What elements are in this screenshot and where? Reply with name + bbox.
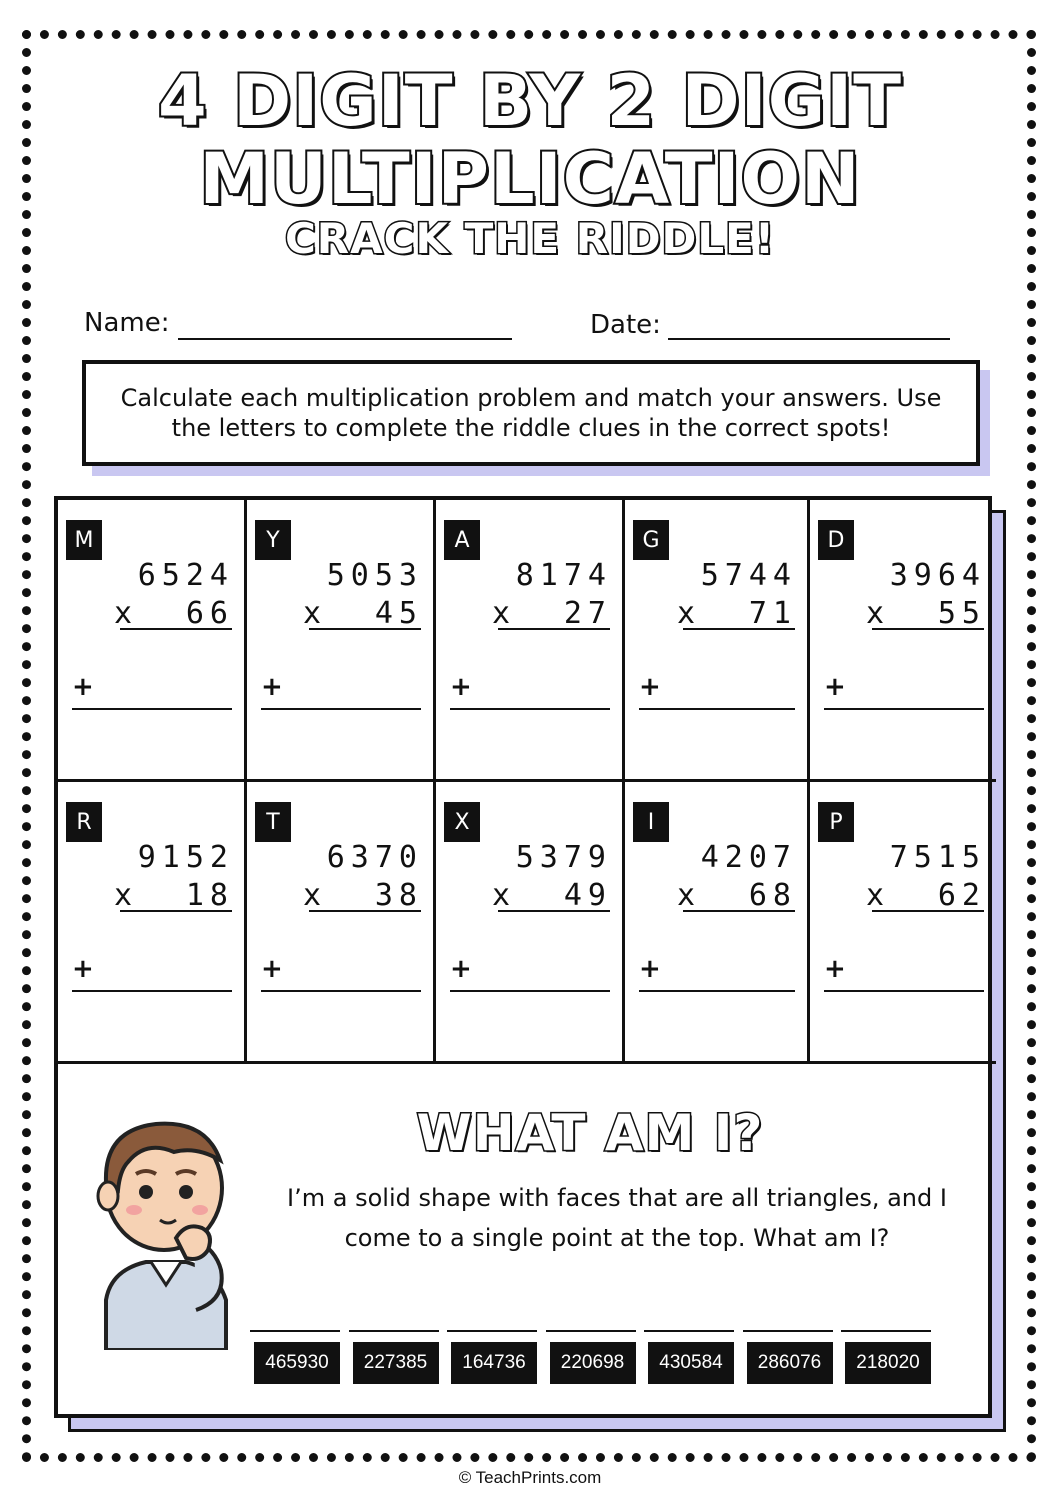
multiplicand: 8174	[515, 558, 612, 593]
answer-code: 286076	[747, 1342, 833, 1384]
answer-code: 465930	[254, 1342, 340, 1384]
name-label: Name:	[84, 308, 170, 338]
title-line-1: 4 DIGIT BY 2 DIGIT	[158, 60, 902, 142]
letter-badge: G	[633, 520, 669, 560]
multiply-line	[309, 910, 421, 912]
multiplicand: 4207	[700, 840, 797, 875]
multiplicand: 6370	[326, 840, 423, 875]
times-symbol: x	[865, 596, 884, 631]
multiply-line	[683, 628, 795, 630]
riddle-text: I’m a solid shape with faces that are all triangles, and I come to a single point at the top. What am I?	[287, 1184, 947, 1252]
date-label: Date:	[590, 310, 661, 340]
answer-line[interactable]	[824, 708, 984, 710]
multiplicand: 5744	[700, 558, 797, 593]
answer-line[interactable]	[72, 990, 232, 992]
answer-line[interactable]	[450, 708, 610, 710]
plus-symbol: +	[72, 672, 94, 702]
answer-line[interactable]	[639, 990, 795, 992]
subtitle: CRACK THE RIDDLE!	[284, 214, 776, 263]
times-symbol: x	[491, 596, 510, 631]
multiplier: 55	[937, 596, 986, 631]
problem-cell-a	[436, 500, 625, 782]
letter-badge: P	[818, 802, 854, 842]
date-field[interactable]	[668, 338, 950, 340]
multiply-line	[683, 910, 795, 912]
instructions-text: Calculate each multiplication problem and match your answers. Use the letters to complete the riddle clues in the correct spots!	[120, 384, 942, 442]
times-symbol: x	[302, 878, 321, 913]
problem-cell-g	[625, 500, 810, 782]
multiplier: 45	[374, 596, 423, 631]
multiplicand: 5379	[515, 840, 612, 875]
plus-symbol: +	[639, 672, 661, 702]
multiplicand: 3964	[889, 558, 986, 593]
problem-cell-y	[247, 500, 436, 782]
multiply-line	[309, 628, 421, 630]
times-symbol: x	[676, 596, 695, 631]
answer-line[interactable]	[72, 708, 232, 710]
plus-symbol: +	[450, 672, 472, 702]
instructions-box	[82, 360, 980, 466]
times-symbol: x	[865, 878, 884, 913]
answer-line[interactable]	[639, 708, 795, 710]
multiplicand: 7515	[889, 840, 986, 875]
answer-code: 227385	[353, 1342, 439, 1384]
problem-cell-p	[810, 782, 996, 1064]
letter-badge: R	[66, 802, 102, 842]
plus-symbol: +	[450, 954, 472, 984]
times-symbol: x	[676, 878, 695, 913]
answer-blank[interactable]	[546, 1330, 636, 1332]
multiplier: 68	[748, 878, 797, 913]
answer-blank[interactable]	[349, 1330, 439, 1332]
thinking-boy-illustration	[76, 1110, 246, 1350]
multiplier: 49	[563, 878, 612, 913]
letter-badge: I	[633, 802, 669, 842]
letter-badge: A	[444, 520, 480, 560]
answer-blank[interactable]	[841, 1330, 931, 1332]
problem-cell-t	[247, 782, 436, 1064]
multiply-line	[872, 910, 984, 912]
multiply-line	[498, 910, 610, 912]
multiply-line	[120, 910, 232, 912]
letter-badge: D	[818, 520, 854, 560]
times-symbol: x	[113, 596, 132, 631]
letter-badge: X	[444, 802, 480, 842]
answer-line[interactable]	[824, 990, 984, 992]
multiplier: 18	[185, 878, 234, 913]
problem-cell-d	[810, 500, 996, 782]
answer-line[interactable]	[450, 990, 610, 992]
answer-line[interactable]	[261, 708, 421, 710]
multiply-line	[498, 628, 610, 630]
problem-cell-i	[625, 782, 810, 1064]
answer-blank[interactable]	[447, 1330, 537, 1332]
answer-code: 218020	[845, 1342, 931, 1384]
answer-blank[interactable]	[644, 1330, 734, 1332]
problem-cell-m	[58, 500, 247, 782]
multiplier: 27	[563, 596, 612, 631]
times-symbol: x	[491, 878, 510, 913]
answer-code: 220698	[550, 1342, 636, 1384]
multiplicand: 6524	[137, 558, 234, 593]
letter-badge: Y	[255, 520, 291, 560]
answer-code: 164736	[451, 1342, 537, 1384]
riddle-title: WHAT AM I?	[416, 1104, 764, 1162]
plus-symbol: +	[824, 954, 846, 984]
answer-blank[interactable]	[250, 1330, 340, 1332]
problem-cell-x	[436, 782, 625, 1064]
name-field[interactable]	[178, 338, 512, 340]
plus-symbol: +	[261, 672, 283, 702]
times-symbol: x	[113, 878, 132, 913]
multiply-line	[872, 628, 984, 630]
multiplier: 38	[374, 878, 423, 913]
multiply-line	[120, 628, 232, 630]
multiplier: 66	[185, 596, 234, 631]
times-symbol: x	[302, 596, 321, 631]
plus-symbol: +	[72, 954, 94, 984]
letter-badge: M	[66, 520, 102, 560]
letter-badge: T	[255, 802, 291, 842]
multiplicand: 9152	[137, 840, 234, 875]
problem-cell-r	[58, 782, 247, 1064]
plus-symbol: +	[261, 954, 283, 984]
multiplier: 71	[748, 596, 797, 631]
plus-symbol: +	[824, 672, 846, 702]
title-line-2: MULTIPLICATION	[199, 138, 861, 220]
answer-blank[interactable]	[743, 1330, 833, 1332]
multiplier: 62	[937, 878, 986, 913]
footer-copyright: © TeachPrints.com	[458, 1468, 602, 1487]
multiplicand: 5053	[326, 558, 423, 593]
answer-code: 430584	[648, 1342, 734, 1384]
answer-line[interactable]	[261, 990, 421, 992]
plus-symbol: +	[639, 954, 661, 984]
